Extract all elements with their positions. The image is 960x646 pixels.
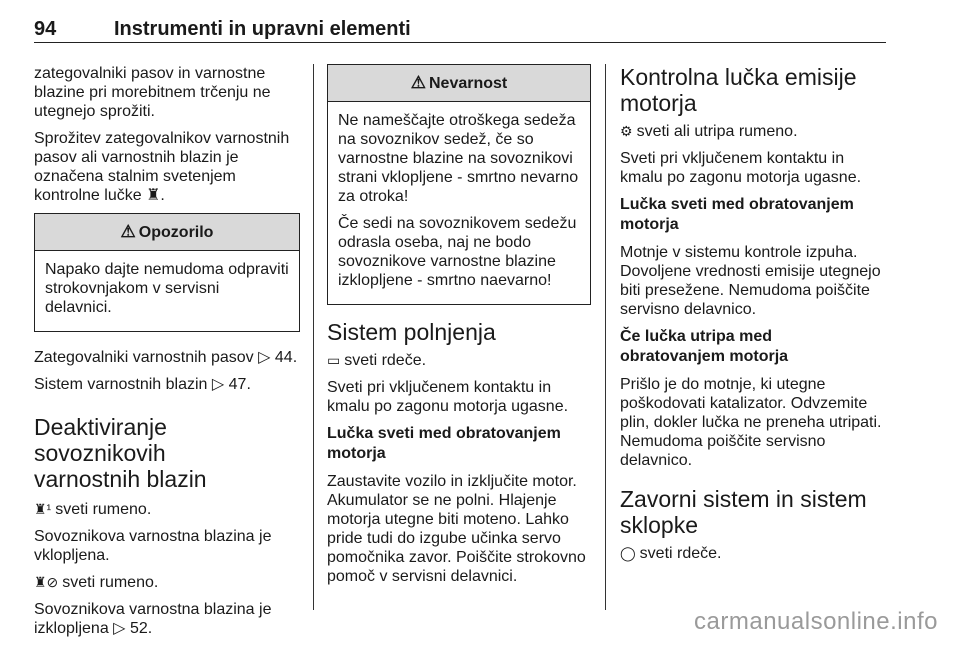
intro-paragraph: zategovalniki pasov in varnostne blazine pri morebitnem trčenju ne utegnejo sprožiti. [34, 65, 271, 120]
charging-status: ▭ sveti rdeče. [327, 352, 427, 369]
page-reference-icon: ▷ [113, 620, 126, 637]
column-2 [327, 64, 591, 594]
warning-text: Napako dajte nemudoma odpraviti strokovnjakom v servisni delavnici. [45, 261, 289, 316]
danger-box-title: ⚠ Nevarnost [328, 65, 590, 102]
emission-description: Sveti pri vključenem kontaktu in kmalu po zagonu motorja ugasne. [620, 150, 862, 186]
brake-warning-icon: ◯ [620, 545, 636, 561]
section-title-airbag-deactivation: Deaktiviranje sovoznikovih varnostnih blazin [34, 414, 207, 492]
airbag-on-status: ♜¹ sveti rumeno. [34, 501, 152, 518]
danger-text-2: Če sedi na sovoznikovem sedežu odrasla oseba, naj ne bodo sovoznikove varnostne blazine izklopljene - smrtno naevarno! [338, 215, 577, 289]
page-reference-icon: ▷ [211, 376, 225, 393]
airbag-off-status: ♜⊘ sveti rumeno. [34, 574, 159, 591]
danger-box [327, 64, 591, 305]
engine-check-icon: ⚙ [620, 123, 633, 139]
emission-status: ⚙ sveti ali utripa rumeno. [620, 123, 798, 140]
warning-box-title: ⚠ Opozorilo [35, 214, 299, 251]
subsection-title-emission-flashing: Če lučka utripa med obratovanjem motorja [620, 328, 789, 365]
chapter-title: Instrumenti in upravni elementi [114, 18, 411, 40]
reference-airbag-system: Sistem varnostnih blazin ▷ 47. [34, 376, 251, 393]
emission-flashing-description: Prišlo je do motnje, ki utegne poškodovati katalizator. Odvzemite plin, dokler lučka ne preneha utripati. Nemudoma poiščite servisno delavnico. [620, 376, 882, 469]
subsection-title-emission-lit: Lučka sveti med obratovanjem motorja [620, 196, 854, 233]
emission-lit-description: Motnje v sistemu kontrole izpuha. Dovoljene vrednosti emisije utegnejo biti presežene. Nemudoma poiščite servisno delavnico. [620, 244, 881, 318]
watermark: carmanualsonline.info [694, 608, 938, 635]
warning-box [34, 213, 300, 332]
airbag-off-icon: ♜⊘ [34, 574, 59, 590]
battery-icon: ▭ [327, 352, 341, 368]
page-reference-icon: ▷ [258, 349, 271, 366]
charging-description: Sveti pri vključenem kontaktu in kmalu po zagonu motorja ugasne. [327, 379, 569, 415]
column-divider-2 [605, 64, 606, 610]
trigger-paragraph: Sprožitev zategovalnikov varnostnih pasov ali varnostnih blazin je označena stalnim svetenjem kontrolne lučke ♜. [34, 130, 290, 204]
section-title-brake-clutch: Zavorni sistem in sistem sklopke [620, 486, 867, 538]
subsection-title-charging-while-driving: Lučka sveti med obratovanjem motorja [327, 425, 561, 462]
charging-while-driving-description: Zaustavite vozilo in izključite motor. Akumulator se ne polni. Hlajenje motorja utegne biti moteno. Lahko pride tudi do izgube učinka servo pomočnika zavor. Poiščite strokovno pomoč v servisni delavnici. [327, 473, 586, 585]
airbag-seat-icon: ♜ [146, 187, 161, 204]
section-title-charging-system: Sistem polnjenja [327, 319, 496, 345]
column-1 [34, 64, 300, 646]
column-3 [620, 64, 890, 571]
warning-triangle-icon: ⚠ [120, 222, 136, 241]
section-title-engine-emission: Kontrolna lučka emisije motorja [620, 64, 857, 116]
column-divider-1 [313, 64, 314, 610]
page-header [34, 12, 886, 43]
airbag-on-description: Sovoznikova varnostna blazina je vklopljena. [34, 528, 272, 564]
airbag-on-icon: ♜¹ [34, 501, 52, 517]
reference-seatbelt-tensioners: Zategovalniki varnostnih pasov ▷ 44. [34, 349, 298, 366]
page-number: 94 [34, 18, 57, 40]
brake-status: ◯ sveti rdeče. [620, 545, 722, 562]
danger-text-1: Ne nameščajte otroškega sedeža na sovoznikov sedež, če so varnostne blazine na sovoznikovi strani vklopljene - smrtno nevarno za otroka! [338, 112, 579, 205]
airbag-off-description: Sovoznikova varnostna blazina je izklopljena ▷ 52. [34, 601, 272, 637]
warning-triangle-icon: ⚠ [410, 73, 426, 92]
